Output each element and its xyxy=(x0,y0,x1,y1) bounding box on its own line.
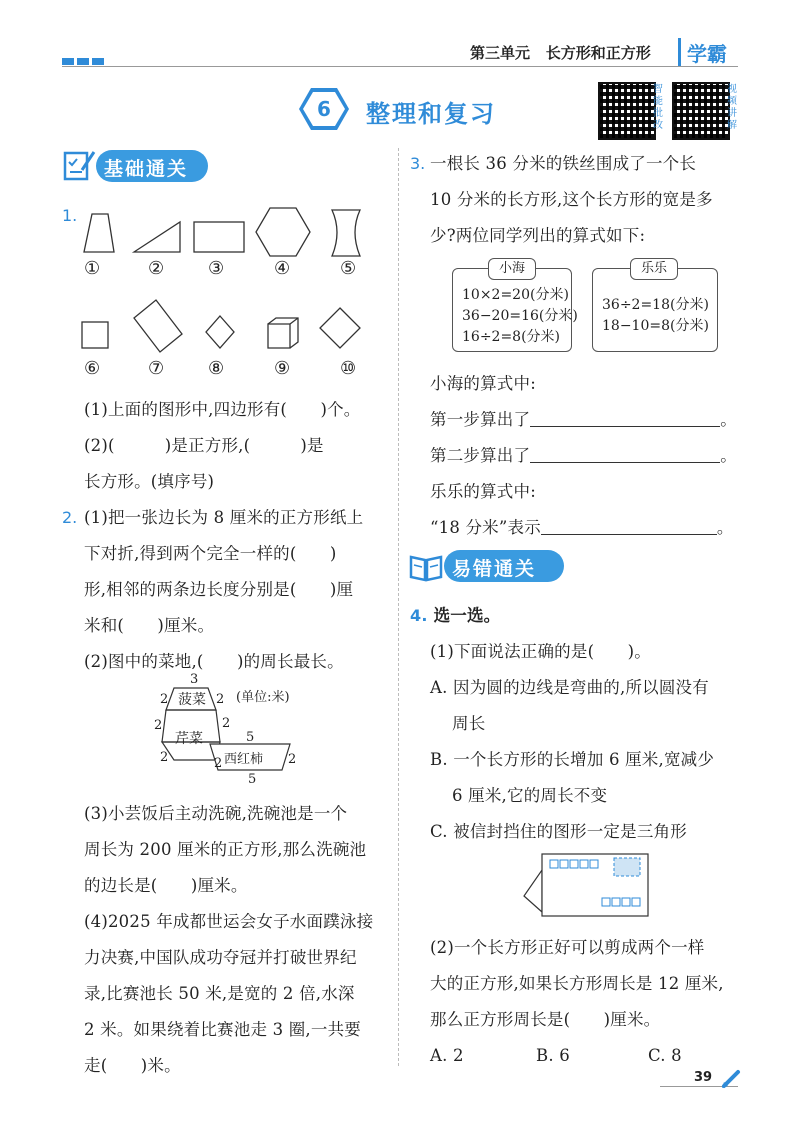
q3-line-2: 10 分米的长方形,这个长方形的宽是多 xyxy=(430,190,713,209)
q2-line-2: 下对折,得到两个完全一样的( ) xyxy=(84,544,337,563)
answer-blank-step3[interactable] xyxy=(541,516,717,535)
q3-line-1: 一根长 36 分米的铁丝围成了一个长 xyxy=(430,154,697,173)
q2-line-7: 周长为 200 厘米的正方形,那么洗碗池 xyxy=(84,840,367,859)
section-error-title: 易错通关 xyxy=(452,558,537,580)
brand-logo: 学霸 xyxy=(678,38,727,67)
q4-option-b-line1: B. 一个长方形的长增加 6 厘米,宽减少 xyxy=(430,750,715,769)
triangle-shape xyxy=(134,222,180,252)
q3-step2: 第二步算出了 。 xyxy=(430,446,737,465)
pencil-icon xyxy=(720,1068,742,1090)
open-book-icon xyxy=(408,552,444,582)
page-number: 39 xyxy=(694,1070,713,1085)
section-error-prone xyxy=(408,548,568,584)
q2-line-10: 力决赛,中国队成功夺冠并打破世界纪 xyxy=(84,948,357,967)
qr-label-grading: 智能批改 xyxy=(653,84,663,131)
choice-b[interactable]: B. 6 xyxy=(536,1046,570,1065)
q2-line-4: 米和( )厘米。 xyxy=(84,616,215,635)
qr-code-grading[interactable] xyxy=(598,82,656,140)
choice-a[interactable]: A. 2 xyxy=(430,1046,464,1065)
lele-eq-1: 36÷2=18(分米) xyxy=(602,297,709,313)
q1-part2-line1: (2)( )是正方形,( )是 xyxy=(84,436,324,455)
tilted-rectangle-shape xyxy=(134,300,182,352)
plot-tomato: 西红柿 xyxy=(224,752,264,767)
plot-spinach: 菠菜 xyxy=(178,692,206,708)
section-basic xyxy=(62,148,212,184)
q4-option-a-line2: 周长 xyxy=(452,714,486,733)
qr-label-video: 视频讲解 xyxy=(727,84,737,131)
choice-c[interactable]: C. 8 xyxy=(648,1046,682,1065)
q3-step1: 第一步算出了 。 xyxy=(430,410,737,429)
q3-prompt-xiaohai: 小海的算式中: xyxy=(430,374,536,393)
q2-line-8: 的边长是( )厘米。 xyxy=(84,876,248,895)
q2-line-11: 录,比赛池长 50 米,是宽的 2 倍,水深 xyxy=(84,984,355,1003)
q4-option-a-line1: A. 因为圆的边线是弯曲的,所以圆没有 xyxy=(430,678,709,697)
lesson-number: 6 xyxy=(317,97,331,121)
rotated-square-shape xyxy=(320,308,360,348)
q2-line-1: (1)把一张边长为 8 厘米的正方形纸上 xyxy=(84,508,364,527)
xiaohai-eq-1: 10×2=20(分米) xyxy=(462,287,569,303)
checklist-icon xyxy=(62,148,96,182)
cube-shape xyxy=(268,318,298,348)
lesson-title: 整理和复习 xyxy=(366,100,496,128)
xiaohai-name: 小海 xyxy=(488,258,536,280)
rectangle-shape xyxy=(194,222,244,252)
q4-title: 4. 选一选。 xyxy=(410,606,501,625)
q4-option-c: C. 被信封挡住的图形一定是三角形 xyxy=(430,822,687,841)
question-1-number: 1. xyxy=(62,206,78,225)
xiaohai-eq-2: 36−20=16(分米) xyxy=(462,308,578,324)
lesson-badge xyxy=(298,86,350,132)
rhombus-shape xyxy=(206,316,234,348)
garden-dimensions: 3 2 2 2 2 5 2 2 2 5 xyxy=(154,672,297,787)
answer-blank-step2[interactable] xyxy=(530,444,720,463)
header-decoration xyxy=(62,50,110,58)
envelope-figure xyxy=(520,850,650,920)
section-basic-title: 基础通关 xyxy=(104,158,189,180)
lele-eq-2: 18−10=8(分米) xyxy=(602,318,709,334)
qr-code-video[interactable] xyxy=(672,82,730,140)
header-rule xyxy=(62,66,738,67)
xiaohai-eq-3: 16÷2=8(分米) xyxy=(462,329,561,345)
q2-line-5: (2)图中的菜地,( )的周长最长。 xyxy=(84,652,344,671)
q4-part2-line2: 大的正方形,如果长方形周长是 12 厘米, xyxy=(430,974,724,993)
plot-celery: 芹菜 xyxy=(175,731,203,747)
trapezoid-shape xyxy=(84,214,114,252)
q1-part1: (1)上面的图形中,四边形有( )个。 xyxy=(84,400,361,419)
square-shape xyxy=(82,322,108,348)
header-unit: 第三单元 长方形和正方形 xyxy=(470,44,651,62)
q3-line-3: 少?两位同学列出的算式如下: xyxy=(430,226,646,245)
concave-shape xyxy=(332,210,360,256)
q1-part2-line2: 长方形。(填序号) xyxy=(84,472,215,491)
q2-line-3: 形,相邻的两条边长度分别是( )厘 xyxy=(84,580,354,599)
question-2-number: 2. xyxy=(62,508,78,527)
q2-line-13: 走( )米。 xyxy=(84,1056,181,1075)
q4-part1: (1)下面说法正确的是( )。 xyxy=(430,642,651,661)
answer-blank-step1[interactable] xyxy=(530,408,720,427)
q2-line-6: (3)小芸饭后主动洗碗,洗碗池是一个 xyxy=(84,804,348,823)
q4-part2-line3: 那么正方形周长是( )厘米。 xyxy=(430,1010,661,1029)
q4-option-b-line2: 6 厘米,它的周长不变 xyxy=(452,786,608,805)
hexagon-shape xyxy=(256,208,310,256)
q2-line-9: (4)2025 年成都世运会女子水面蹼泳接 xyxy=(84,912,374,931)
column-divider xyxy=(398,148,399,1066)
lele-name: 乐乐 xyxy=(630,258,678,280)
q2-line-12: 2 米。如果绕着比赛池走 3 圈,一共要 xyxy=(84,1020,361,1039)
q3-step3: “18 分米”表示 。 xyxy=(430,518,734,537)
q3-prompt-lele: 乐乐的算式中: xyxy=(430,482,536,501)
q4-part2-line1: (2)一个长方形正好可以剪成两个一样 xyxy=(430,938,705,957)
unit-note: (单位:米) xyxy=(236,690,290,705)
question-3-number: 3. xyxy=(410,154,426,173)
